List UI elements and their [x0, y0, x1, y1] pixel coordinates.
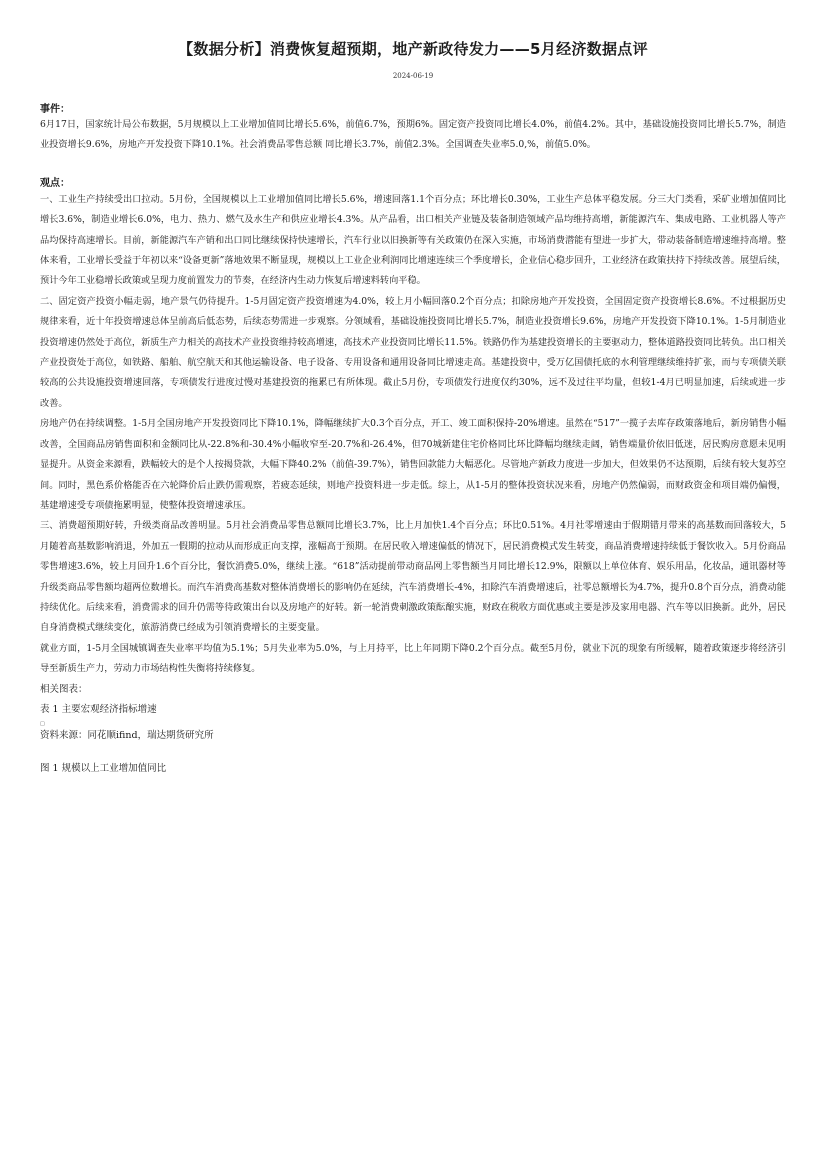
paragraph-investment: 二、固定资产投资小幅走弱，地产景气仍待提升。1-5月固定资产投资增速为4.0%，较上月小幅回落0.2个百分点；扣除房地产开发投资，全国固定资产投资增长8.6%。不过根据历史规律来看，近十年投资增速总体呈前高后低态势，后续态势需进一步观察。分领域看，基础设施投资同比增长5.7%，制造业投资增长9.6%，房地产开发投资下降10.1%。1-5月制造业投资增速仍然处于高位，新质生产力相关的高技术产业投资维持较高增速，高技术产业投资同比增长11.5%。铁路仍作为基建投资增长的主要驱动力，整体道路投资同比转负。出口相关产业投资处于高位，如铁路、船舶、航空航天和其他运输设备、电子设备、专用设备和通用设备同比增速走高。基建投资中，受万亿国债托底的水利管理继续维持扩张，而与专项债关联较高的公共设施投资增速回落，专项债发行进度过慢对基建投资的拖累已有所体现。截止5月份，专项债发行进度仅约30%，远不及过往平均量，但较1-4月已明显加速，后续或进一步改善。 — [40, 295, 786, 409]
paragraph-consumption: 三、消费超预期好转，升级类商品改善明显。5月社会消费品零售总额同比增长3.7%，比上月加快1.4个百分点；环比0.51%。4月社零增速由于假期错月带来的高基数而回落较大，5月随着高基数影响消退，外加五一假期的拉动从而形成正向支撑，涨幅高于预期。在居民收入增速偏低的情况下，居民消费模式发生转变，商品消费增速持续低于餐饮收入。5月份商品零售增速3.6%，较上月回升1.6个百分比，餐饮消费5.0%，继续上涨。“618”活动提前带动商品网上零售额当月同比增长12.9%，限额以上单位体育、娱乐用品，化妆品，通讯器材等升级类商品零售额均超两位数增长。而汽车消费高基数对整体消费增长的影响仍在延续，汽车消费增长-4%，扣除汽车消费增速后，社零总额增长为4.7%，提升0.8个百分点，消费动能持续优化。后续来看，消费需求的回升仍需等待政策出台以及房地产的好转。新一轮消费刺激政策酝酿实施，财政在税收方面优惠或主要是涉及家用电器、汽车等以旧换新。此外，居民自身消费模式继续变化，旅游消费已经成为引领消费增长的主要变量。 — [40, 520, 786, 634]
page-title: 【数据分析】消费恢复超预期，地产新政待发力——5月经济数据点评 — [178, 40, 648, 58]
paragraph-employment: 就业方面，1-5月全国城镇调查失业率平均值为5.1%；5月失业率为5.0%，与上月持平，比上年同期下降0.2个百分点。截至5月份，就业下沉的现象有所缓解，随着政策逐步将经济引导至新质生产力，劳动力市场结构性失衡将持续修复。 — [40, 642, 786, 675]
views-label: 观点： — [40, 177, 70, 189]
image-placeholder-marker: □ — [40, 720, 45, 727]
publish-date: 2024-06-19 — [392, 72, 434, 80]
table-caption: 表 1 主要宏观经济指标增速 — [40, 703, 157, 715]
views-body — [40, 190, 786, 680]
related-charts-label: 相关图表： — [40, 683, 88, 695]
event-label: 事件： — [40, 104, 70, 115]
data-source: 资料来源：同花顺ifind，瑞达期货研究所 — [40, 729, 214, 741]
paragraph-real-estate: 房地产仍在持续调整。1-5月全国房地产开发投资同比下降10.1%，降幅继续扩大0.3个百分点，开工、竣工面积保持-20%增速。虽然在“517”一揽子去库存政策落地后，新房销售小幅改善，全国商品房销售面积和金额同比从-22.8%和-30.4%小幅收窄至-20.7%和-26.4%，但70城新建住宅价格同比环比降幅均继续走阔，销售端量价依旧低迷，居民购房意愿未见明显提升。从资金来源看，跌幅较大的是个人按揭贷款，大幅下降40.2%（前值-39.7%），销售回款能力大幅恶化。尽管地产新政力度进一步加大，但效果仍不达预期，后续有较大复苏空间。同时，黑色系价格能否在六轮降价后止跌仍需观察，若疲态延续，则地产投资料进一步走低。综上，从1-5月的整体投资状况来看，房地产仍然偏弱，而财政资金和项目端仍偏慢，基建增速受专项债拖累明显，使整体投资增速承压。 — [40, 418, 786, 511]
event-text: 6月17日，国家统计局公布数据，5月规模以上工业增加值同比增长5.6%，前值6.7%，预期6%。固定资产投资同比增长4.0%，前值4.2%。其中，基础设施投资同比增长5.7%，制造业投资增长9.6%，房地产开发投资下降10.1%。社会消费品零售总额 同比增长3.7%，前值2.3%。全国调查失业率5.0,%，前值5.0%。 — [40, 119, 786, 151]
paragraph-industry: 一、工业生产持续受出口拉动。5月份，全国规模以上工业增加值同比增长5.6%，增速回落1.1个百分点；环比增长0.30%，工业生产总体平稳发展。分三大门类看，采矿业增加值同比增长3.6%，制造业增长6.0%，电力、热力、燃气及水生产和供应业增长4.3%。从产品看，出口相关产业链及装备制造领域产品均维持高增，新能源汽车、集成电路、工业机器人等产品均保持高速增长。目前，新能源汽车产销和出口同比继续保持快速增长，汽车行业以旧换新等有关政策仍在深入实施，市场消费潜能有望进一步扩大，带动装备制造增速维持高增。整体来看，工业增长受益于年初以来“设备更新”落地效果不断显现，规模以上工业企业利润同比增速连续三个季度增长，企业信心稳步回升，工业经济在政策扶持下持续改善。展望后续，预计今年工业稳增长政策或呈现力度前置发力的节奏，在经济内生动力恢复后增速料转向平稳。 — [40, 193, 786, 287]
figure-caption: 图 1 规模以上工业增加值同比 — [40, 762, 167, 774]
